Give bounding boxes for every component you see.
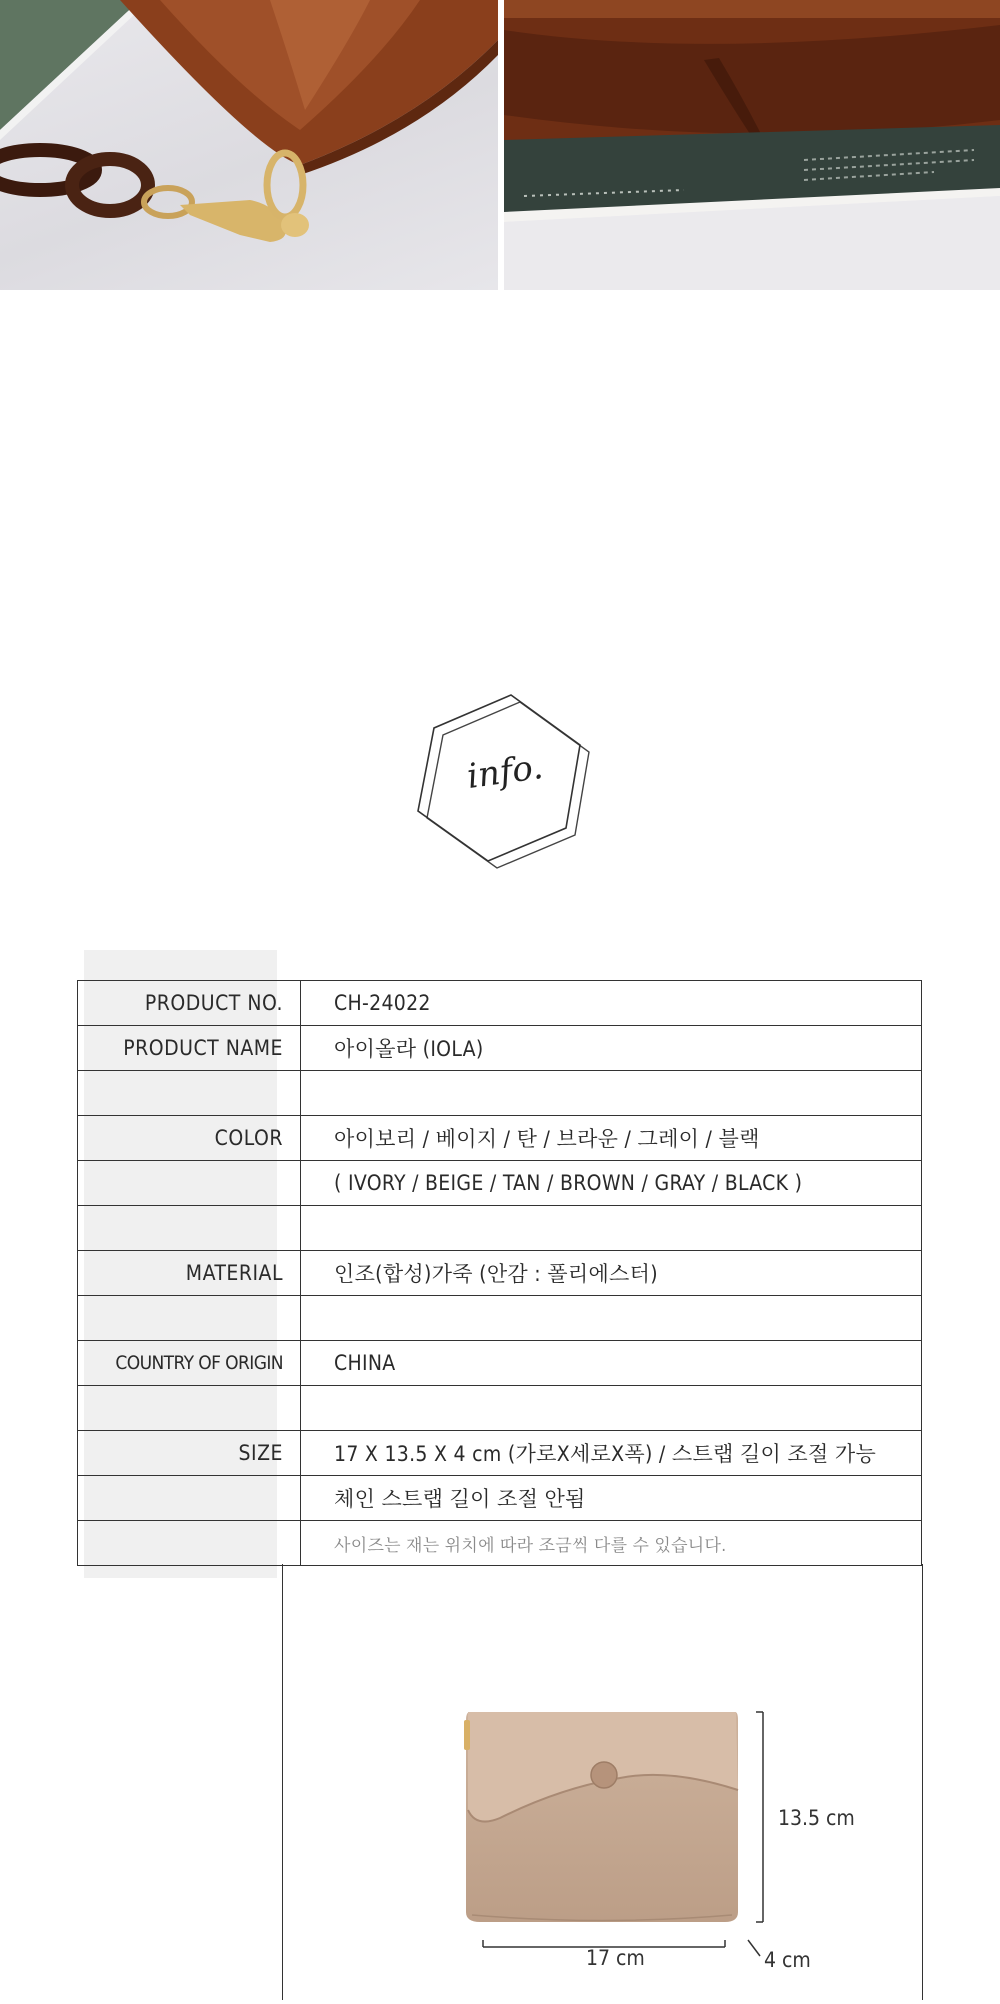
spec-row-spacer <box>78 1386 922 1431</box>
spec-row-product-no <box>78 981 922 1026</box>
spec-label <box>78 1386 301 1431</box>
spec-value: 아이보리 / 베이지 / 탄 / 브라운 / 그레이 / 블랙 <box>301 1116 922 1161</box>
spec-row-spacer <box>78 1296 922 1341</box>
spec-row-size <box>78 1431 922 1476</box>
spec-label <box>78 1161 301 1206</box>
bag-size-figure <box>420 1690 880 2000</box>
spec-row-spacer <box>78 1206 922 1251</box>
spec-value <box>301 1296 922 1341</box>
divider-line <box>282 1564 283 2000</box>
spec-label: COUNTRY OF ORIGIN <box>78 1341 301 1386</box>
bag-bottom-illustration <box>504 0 1000 290</box>
product-spec-table <box>77 980 922 1566</box>
snap-button <box>591 1762 617 1788</box>
spec-value <box>301 1071 922 1116</box>
spec-value <box>301 1386 922 1431</box>
spec-value-note: 사이즈는 재는 위치에 따라 조금씩 다를 수 있습니다. <box>301 1521 922 1566</box>
spec-value <box>301 1206 922 1251</box>
spec-label: PRODUCT NAME <box>78 1026 301 1071</box>
spec-label <box>78 1206 301 1251</box>
dimension-depth-label: 4 cm <box>764 1948 811 1972</box>
spec-value: 인조(합성)가죽 (안감 : 폴리에스터) <box>301 1251 922 1296</box>
spec-value: CH-24022 <box>301 981 922 1026</box>
spec-row-material <box>78 1251 922 1296</box>
dimension-width-label: 17 cm <box>586 1946 645 1970</box>
spec-label <box>78 1296 301 1341</box>
spec-label: MATERIAL <box>78 1251 301 1296</box>
spec-label <box>78 1476 301 1521</box>
spec-row-size-note <box>78 1521 922 1566</box>
spec-value: 아이올라 (IOLA) <box>301 1026 922 1071</box>
spec-row-chain-strap <box>78 1476 922 1521</box>
divider-line <box>922 1564 923 2000</box>
spec-row-product-name <box>78 1026 922 1071</box>
info-title: info. <box>464 746 546 798</box>
dimension-height-label: 13.5 cm <box>778 1806 855 1830</box>
info-emblem <box>415 690 595 880</box>
spec-value: 17 X 13.5 X 4 cm (가로X세로X폭) / 스트랩 길이 조절 가능 <box>301 1431 922 1476</box>
product-detail-photo-clasp <box>0 0 498 290</box>
spec-label: SIZE <box>78 1431 301 1476</box>
spec-label <box>78 1521 301 1566</box>
spec-value: CHINA <box>301 1341 922 1386</box>
spec-value: ( IVORY / BEIGE / TAN / BROWN / GRAY / BLACK ) <box>301 1161 922 1206</box>
product-detail-photo-bottom <box>504 0 1000 290</box>
spec-row-origin <box>78 1341 922 1386</box>
bag-clasp-illustration <box>0 0 498 290</box>
spec-row-color <box>78 1116 922 1161</box>
spec-value: 체인 스트랩 길이 조절 안됨 <box>301 1476 922 1521</box>
spec-row-color-en <box>78 1161 922 1206</box>
bag-illustration <box>420 1690 880 2000</box>
spec-label: COLOR <box>78 1116 301 1161</box>
spec-label <box>78 1071 301 1116</box>
spec-row-spacer <box>78 1071 922 1116</box>
spec-label: PRODUCT NO. <box>78 981 301 1026</box>
